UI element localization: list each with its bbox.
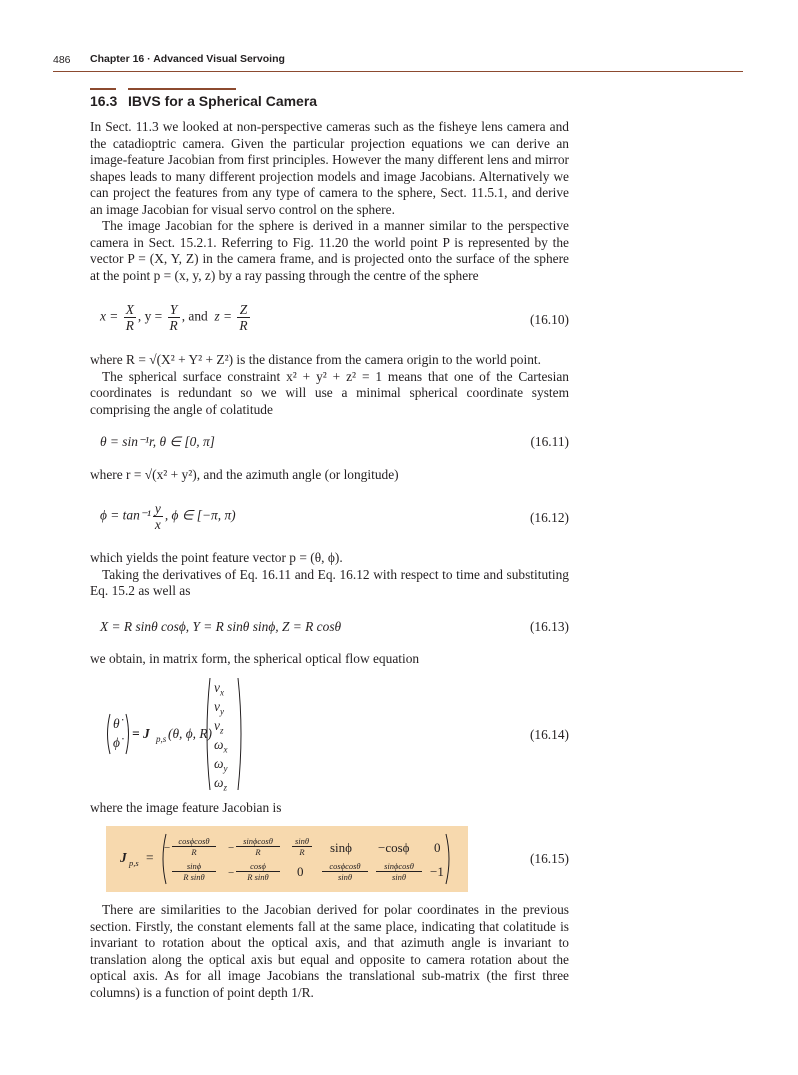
velocity-vector-subscript: z: [223, 782, 227, 793]
body-paragraph-5: [90, 651, 569, 668]
paragraph-distance: where R = √(X² + Y² + Z²) is the distance from the camera origin to the world point.: [90, 352, 541, 367]
equation-number-16-15: (16.15): [529, 851, 569, 866]
section-number: 16.3: [90, 93, 118, 109]
velocity-vector-entry: [214, 697, 227, 716]
eq6-equals: =: [146, 850, 154, 865]
equation-number-16-13: (16.13): [529, 619, 569, 634]
equation-16-11: θ = sin⁻¹r, θ ∈ [0, π]: [100, 434, 215, 449]
velocity-vector-subscript: y: [219, 706, 224, 717]
eq-x-lhs: x =: [100, 308, 119, 324]
paragraph-matrix-form: we obtain, in matrix form, the spherical optical flow equation: [90, 651, 420, 666]
paragraph-jacobian-is: where the image feature Jacobian is: [90, 800, 282, 815]
paragraph-derivatives: Taking the derivatives of Eq. 16.11 and Eq. 16.12 with respect to time and substituting Eq. 15.2 as well as: [90, 566, 569, 598]
body-paragraph-6: [90, 800, 569, 817]
eq6-jacobian-symbol: J: [120, 850, 127, 865]
eq-jacobian-sub: p,s: [156, 734, 167, 744]
velocity-vector-symbol: ω: [214, 737, 224, 752]
equation-16-15: [106, 826, 468, 892]
equation-16-12: [100, 501, 236, 532]
eq6-brackets: [106, 826, 468, 892]
equation-number-16-12: (16.12): [529, 510, 569, 525]
velocity-vector-symbol: ω: [214, 756, 224, 771]
eq-phi-dot: ϕ̇: [113, 735, 120, 750]
equation-number-16-14: (16.14): [529, 727, 569, 742]
eq-y-lhs: , y =: [137, 308, 163, 324]
velocity-vector-entry: [214, 754, 227, 773]
velocity-vector-symbol: v: [214, 680, 220, 695]
eq6-r1c6: 0: [434, 840, 441, 855]
paragraph-constraint: The spherical surface constraint x² + y² + z² = 1 means that one of the Cartesian coordinates is redundant so we will use a minimal spherical coordinate system comprising the angle of colatitude: [90, 368, 569, 417]
eq6-r2c2: $\frac{\cos\phi}{\text{R sinθ}}$: [236, 861, 280, 882]
velocity-vector-subscript: x: [223, 744, 228, 755]
eq6-r2c1: $\frac{\sin\phi}{\text{R sinθ}}$: [172, 861, 216, 882]
velocity-vector-symbol: v: [214, 718, 220, 733]
eq6-r2c2-neg: −: [228, 867, 235, 879]
eq-z-lhs: z =: [214, 308, 233, 324]
eq-jacobian-args: (θ, ϕ, R): [168, 726, 212, 741]
paragraph-azimuth: where r = √(x² + y²), and the azimuth angle (or longitude): [90, 467, 399, 482]
paragraph-jacobian-derivation: The image Jacobian for the sphere is derived in a manner similar to the perspective camera in Sect. 15.2.1. Referring to Fig. 11.20 the world point P is represented by the vector P = (X, Y, Z) in the camera frame, and is projected onto the surface of the sphere at the point p = (x, y, z) by a ray passing through the centre of the sphere: [90, 218, 569, 283]
eq6-r2c6: −1: [430, 864, 444, 879]
velocity-vector-entry: [214, 678, 227, 697]
eq-frac-y: $\frac{Y}{R}$: [169, 302, 178, 333]
equation-number-16-10: (16.10): [529, 312, 569, 327]
eq6-r1c4: sinϕ: [330, 840, 353, 855]
velocity-vector: [214, 678, 227, 792]
section-title: IBVS for a Spherical Camera: [128, 93, 318, 109]
velocity-vector-entry: [214, 773, 227, 792]
paragraph-feature-vector: which yields the point feature vector p = (θ, ϕ).: [90, 550, 343, 565]
running-head: Chapter 16 · Advanced Visual Servoing: [90, 53, 285, 65]
eq6-r1c3: $\frac{\sin\theta}{R}$: [292, 836, 312, 857]
eq6-r1c1-neg: −: [164, 842, 171, 854]
body-paragraph-4: [90, 550, 569, 600]
velocity-vector-symbol: ω: [214, 775, 224, 790]
eq-theta-dot: θ̇: [113, 716, 120, 731]
velocity-vector-entry: [214, 735, 227, 754]
eq-jacobian-symbol: = J: [132, 726, 150, 741]
eq6-jacobian-sub: p,s: [129, 858, 139, 868]
eq6-r1c2: $\frac{\sin\phi\cos\theta}{R}$: [236, 836, 280, 857]
header-rule: [53, 71, 743, 72]
velocity-vector-subscript: x: [219, 687, 224, 698]
eq-and: , and: [181, 308, 208, 324]
velocity-vector-entry: [214, 716, 227, 735]
eq-frac-yx: $\frac{y}{x}$: [154, 501, 161, 532]
eq6-r1c5: −cosϕ: [378, 840, 410, 855]
eq6-r2c4: $\frac{\cos\phi\cos\theta}{\sin\theta}$: [322, 861, 368, 882]
body-paragraph-3: [90, 467, 569, 484]
eq-frac-x: $\frac{X}{R}$: [125, 302, 134, 333]
eq-tan-lhs: ϕ = tan⁻¹: [100, 507, 151, 523]
velocity-vector-subscript: y: [223, 763, 228, 774]
body-paragraph-2: [90, 352, 569, 418]
eq-tan-rhs: , ϕ ∈ [−π, π): [164, 507, 236, 523]
eq6-r1c1: $\frac{\cos\phi\cos\theta}{R}$: [172, 836, 216, 857]
section-title-rule: [128, 88, 236, 90]
body-paragraph-7: [90, 902, 569, 1001]
velocity-vector-symbol: v: [214, 699, 220, 714]
equation-16-10: [100, 302, 252, 333]
eq-frac-z: $\frac{Z}{R}$: [239, 302, 248, 333]
paragraph-similarities: There are similarities to the Jacobian derived for polar coordinates in the previous section. Firstly, the constant elements fall at the same place, indicating that colatitude is invariant to rotation about the optical axis, and that azimuth angle is invariant to translation along the optical axis but equal and opposite to camera rotation about the optical axis. As for all image Jacobians the translational sub-matrix (the first three columns) is a function of point depth 1/R.: [90, 902, 569, 1000]
eq6-r1c2-neg: −: [228, 842, 235, 854]
section-number-rule: [90, 88, 116, 90]
paragraph-intro: In Sect. 11.3 we looked at non-perspective cameras such as the fisheye lens camera and the catadioptric camera. Given the particular projection equations we can derive an image-feature Jacobian from first principles. However the many different lens and mirror shapes leads to many different projection models and image Jacobians. Alternatively we can project the features from any type of camera to the sphere, Sect. 11.5.1, and derive an image Jacobian for visual servo control on the sphere.: [90, 119, 569, 217]
body-paragraph-1: [90, 119, 569, 284]
eq6-r2c5: $\frac{\sin\phi\cos\theta}{\sin\theta}$: [376, 861, 422, 882]
equation-16-14: [104, 676, 274, 794]
page-number: 486: [53, 54, 71, 66]
eq6-r2c3: 0: [297, 864, 304, 879]
equation-16-13: X = R sinθ cosϕ, Y = R sinθ sinϕ, Z = R cosθ: [100, 619, 342, 634]
velocity-vector-subscript: z: [219, 725, 224, 736]
equation-number-16-11: (16.11): [530, 434, 569, 449]
